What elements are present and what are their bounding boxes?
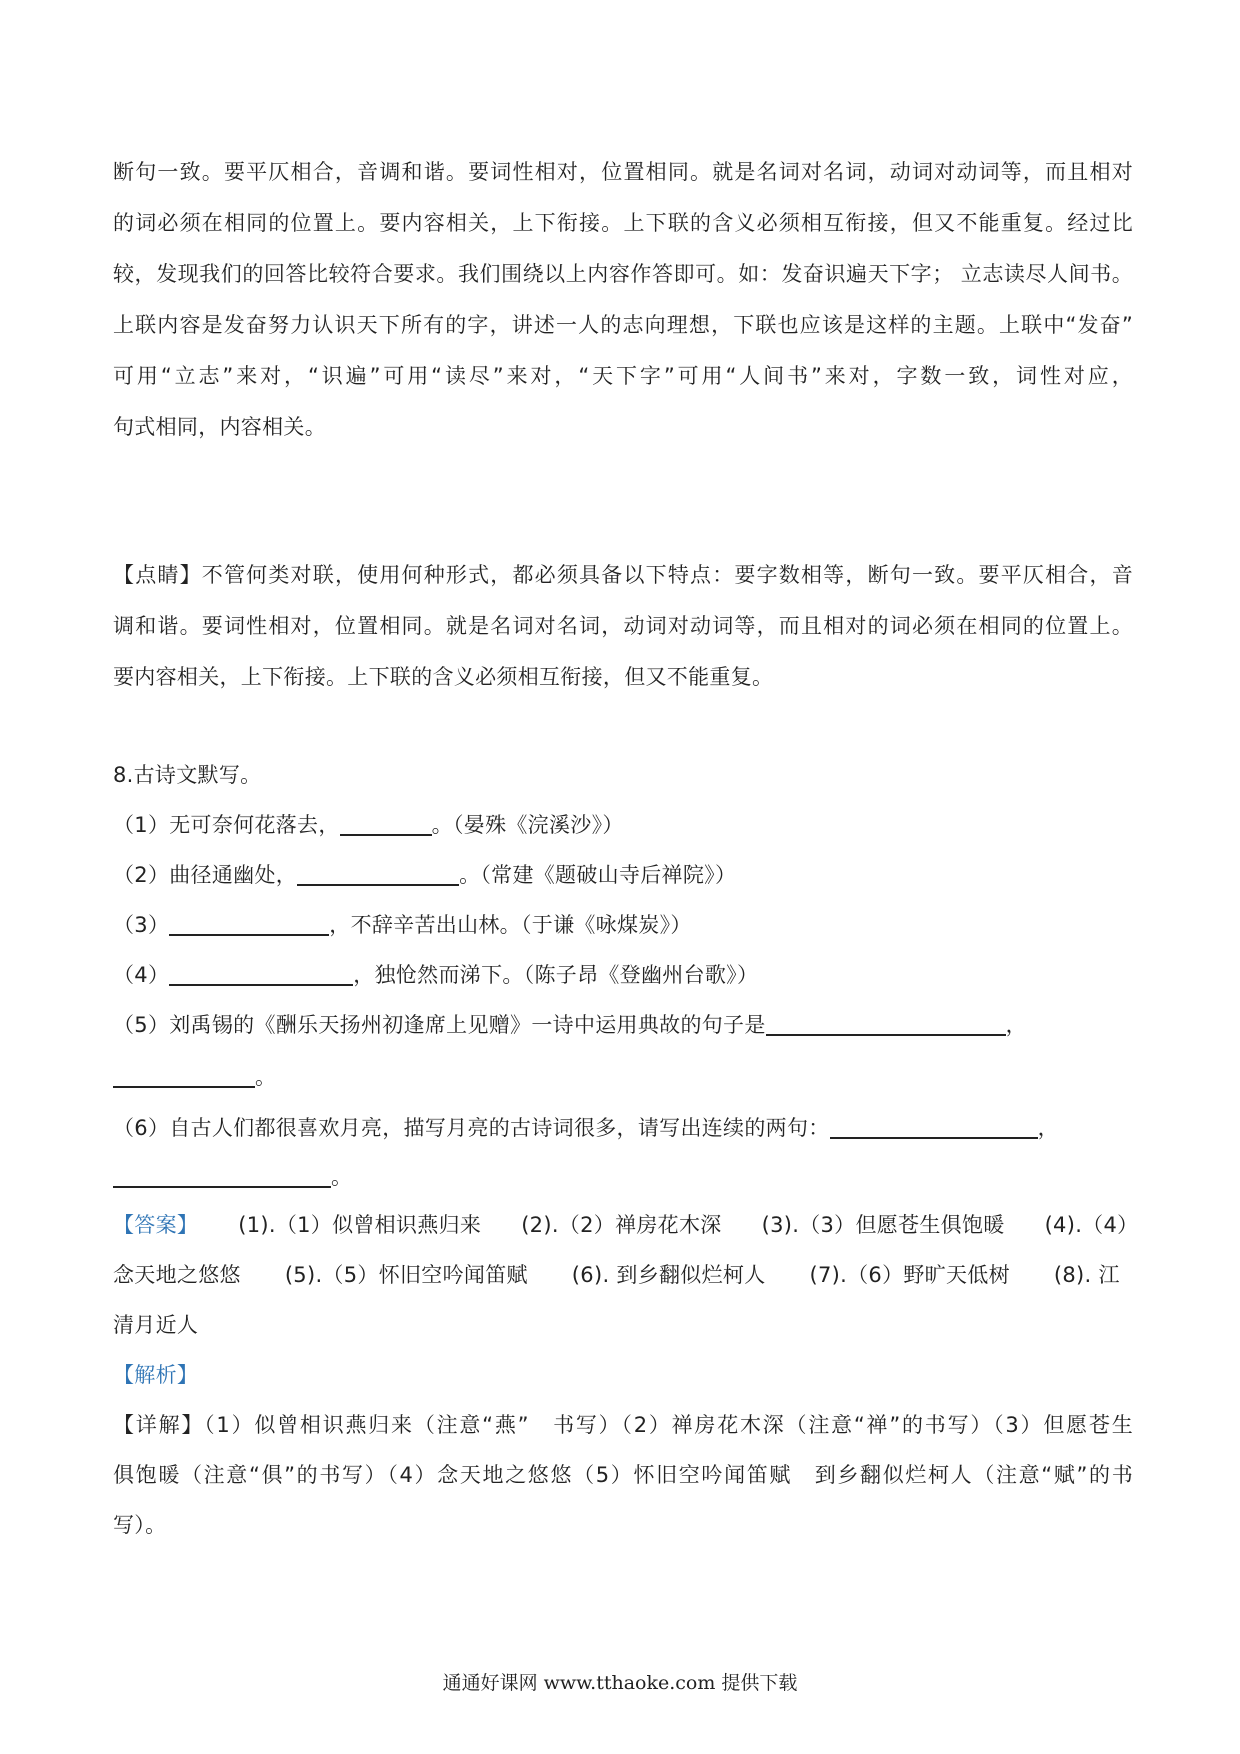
answer-blank <box>113 1064 255 1088</box>
para-line: 较，发现我们的回答比较符合要求。我们围绕以上内容作答即可。如：发奋识遍天下字； 立志读尽人间书。 <box>113 262 1133 286</box>
answer-blank <box>169 962 353 986</box>
answer-line: 念天地之悠悠 (5).（5）怀旧空吟闻笛赋 (6). 到乡翻似烂柯人 (7).（6）野旷天低树 (8). 江 <box>113 1263 1120 1287</box>
answer-blank <box>113 1164 331 1188</box>
dianjing-tag: 【点睛】 <box>113 563 202 587</box>
question-item-5-cont: 。 <box>113 1062 1133 1092</box>
analysis-line: 俱饱暖（注意“俱”的书写）（4）念天地之悠悠（5）怀旧空吟闻笛赋 到乡翻似烂柯人（注意“赋”的书 <box>113 1463 1133 1487</box>
detail-tag: 【详解】 <box>113 1413 205 1437</box>
para-line: 可用“立志”来对，“识遍”可用“读尽”来对，“天下字”可用“人间书”来对，字数一致，词性对应， <box>113 364 1133 388</box>
question-item-3: （3） ，不辞辛苦出山林。（于谦《咏煤炭》） <box>113 913 692 937</box>
question-item-6-cont: 。 <box>113 1162 1133 1192</box>
answer-blank <box>766 1012 1006 1036</box>
page-footer: 通通好课网 www.tthaoke.com 提供下载 <box>442 1672 798 1694</box>
answer-blank <box>297 862 459 886</box>
analysis-line: 写）。 <box>113 1513 167 1537</box>
answer-line: 清月近人 <box>113 1313 199 1337</box>
question-item-5: （5）刘禹锡的《酬乐天扬州初逢席上见赠》一诗中运用典故的句子是 ， <box>113 1013 1027 1037</box>
para-line: 上联内容是发奋努力认识天下所有的字，讲述一人的志向理想，下联也应该是这样的主题。上联中“发奋” <box>113 313 1133 337</box>
dianjing-line: 【点睛】不管何类对联，使用何种形式，都必须具备以下特点：要字数相等，断句一致。要平仄相合，音 <box>113 563 1133 587</box>
dianjing-line: 要内容相关，上下衔接。上下联的含义必须相互衔接，但又不能重复。 <box>113 665 774 689</box>
question-item-2: （2）曲径通幽处， 。（常建《题破山寺后禅院》） <box>113 863 737 887</box>
answer-tag: 【答案】 <box>113 1213 199 1237</box>
para-line: 断句一致。要平仄相合，音调和谐。要词性相对，位置相同。就是名词对名词，动词对动词等，而且相对 <box>113 160 1133 184</box>
question-item-4: （4） ，独怆然而涕下。（陈子昂《登幽州台歌》） <box>113 963 759 987</box>
analysis-tag: 【解析】 <box>113 1363 199 1387</box>
answer-blank <box>340 812 432 836</box>
question-title: 8.古诗文默写。 <box>113 763 262 787</box>
question-item-6: （6）自古人们都很喜欢月亮，描写月亮的古诗词很多，请写出连续的两句： ， <box>113 1116 1059 1140</box>
para-line: 的词必须在相同的位置上。要内容相关，上下衔接。上下联的含义必须相互衔接，但又不能重复。经过比 <box>113 211 1133 235</box>
para-line: 句式相同，内容相关。 <box>113 415 326 439</box>
answer-blank <box>169 912 329 936</box>
dianjing-line: 调和谐。要词性相对，位置相同。就是名词对名词，动词对动词等，而且相对的词必须在相同的位置上。 <box>113 614 1133 638</box>
analysis-line: 【详解】（1）似曾相识燕归来（注意“燕” 书写）（2）禅房花木深（注意“禅”的书写）（3）但愿苍生 <box>113 1413 1133 1437</box>
question-item-1: （1）无可奈何花落去， 。（晏殊《浣溪沙》） <box>113 813 624 837</box>
answer-blank <box>830 1115 1038 1139</box>
answer-line: 【答案】 (1).（1）似曾相识燕归来 (2).（2）禅房花木深 (3).（3）但愿苍生俱饱暖 (4).（4） <box>113 1213 1139 1237</box>
